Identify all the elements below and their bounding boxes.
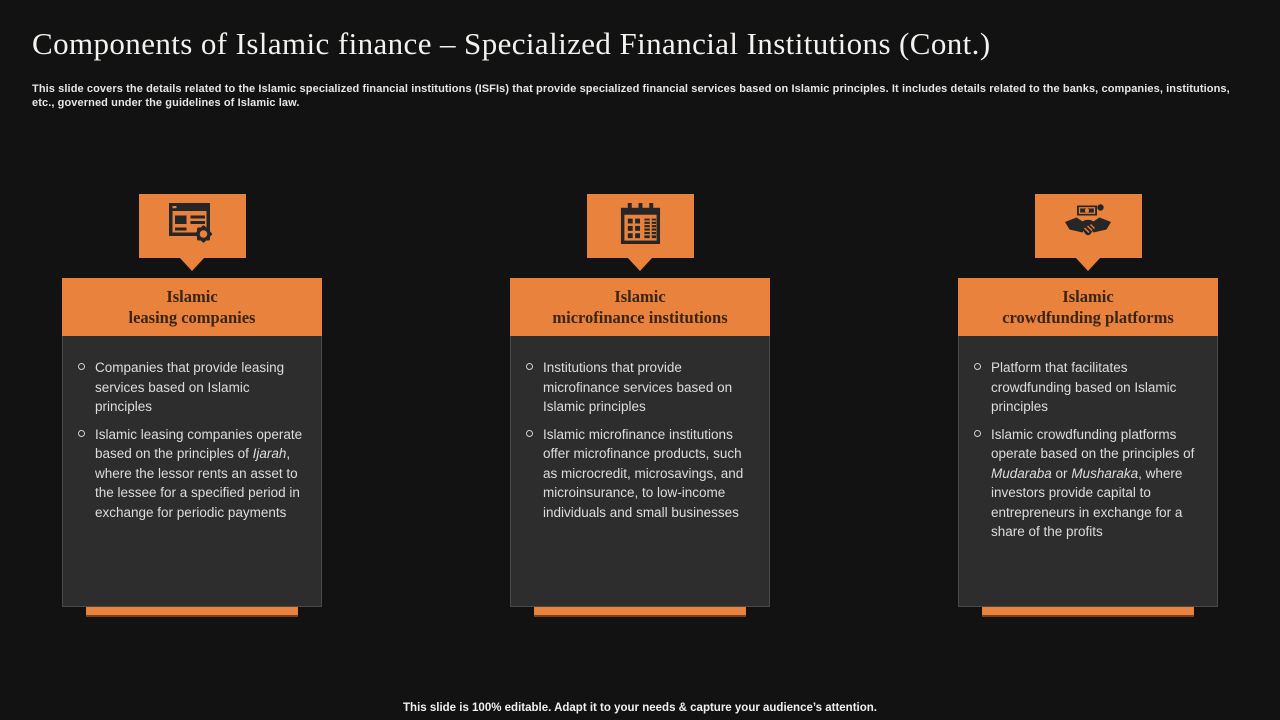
callout-pointer [627, 257, 653, 271]
bullet-text: Platform that facilitates crowdfunding based on Islamic principles [991, 360, 1177, 414]
list-item [78, 425, 307, 523]
bullet-marker [78, 363, 85, 370]
icon-callout [958, 194, 1218, 278]
card-title: Islamic crowdfunding platforms [958, 278, 1218, 336]
list-item [526, 358, 755, 417]
icon-bubble [139, 194, 246, 258]
column-islamic-leasing-companies [62, 194, 322, 617]
bullet-text: Institutions that provide microfinance services based on Islamic principles [543, 360, 733, 414]
slide-description: This slide covers the details related to the Islamic specialized financial institutions (ISFIs) that provide specialized financial services based on Islamic principles. It includes details related to the banks, companies, institutions, etc., governed under the guidelines of Islamic law. [32, 83, 1230, 109]
bullet-marker [974, 363, 981, 370]
bullet-text: Companies that provide leasing services based on Islamic principles [95, 360, 285, 414]
icon-bubble [1035, 194, 1142, 258]
card-accent-bar [86, 607, 298, 617]
calendar-ledger-icon [619, 203, 662, 249]
bullet-marker [974, 430, 981, 437]
list-item [526, 425, 755, 523]
card-accent-bar [982, 607, 1194, 617]
bullet-list [78, 358, 307, 522]
browser-gear-icon [169, 203, 215, 249]
bullet-list [974, 358, 1203, 542]
bullet-marker [526, 430, 533, 437]
icon-bubble [587, 194, 694, 258]
column-islamic-microfinance-institutions [510, 194, 770, 617]
icon-callout [62, 194, 322, 278]
bullet-list [526, 358, 755, 522]
bullet-marker [78, 430, 85, 437]
editable-note: This slide is 100% editable. Adapt it to your needs & capture your audience’s attention. [403, 702, 877, 714]
bullet-text: Islamic leasing companies operate based on the principles of Ijarah, where the lessor rents an asset to the lessee for a specified period in exchange for periodic payments [95, 426, 303, 520]
page-title: Components of Islamic finance – Specialized Financial Institutions (Cont.) [32, 26, 991, 61]
icon-callout [510, 194, 770, 278]
card-title: Islamic leasing companies [62, 278, 322, 336]
bullet-marker [526, 363, 533, 370]
card-body [62, 336, 322, 607]
column-islamic-crowdfunding-platforms [958, 194, 1218, 617]
bullet-text: Islamic crowdfunding platforms operate based on the principles of Mudaraba or Musharaka, where investors provide capital to entrepreneurs in exchange for a share of the profits [991, 426, 1195, 539]
bullet-text: Islamic microfinance institutions offer microfinance products, such as microcredit, microsavings, and microinsurance, to low-income individuals and small businesses [543, 426, 744, 520]
card-accent-bar [534, 607, 746, 617]
handshake-money-icon [1064, 204, 1112, 249]
list-item [974, 358, 1203, 417]
card-title: Islamic microfinance institutions [510, 278, 770, 336]
callout-pointer [1075, 257, 1101, 271]
card-body [958, 336, 1218, 607]
list-item [78, 358, 307, 417]
callout-pointer [179, 257, 205, 271]
card-body [510, 336, 770, 607]
list-item [974, 425, 1203, 542]
